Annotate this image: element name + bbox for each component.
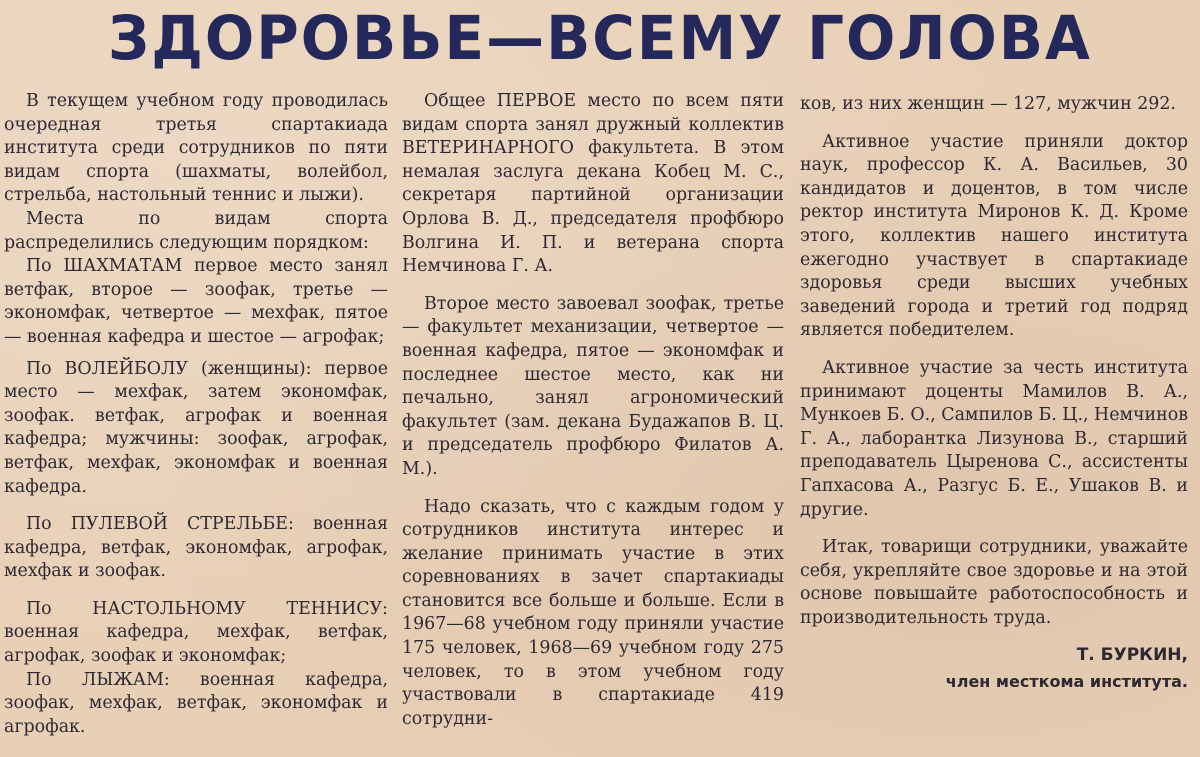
paragraph: По ПУЛЕВОЙ СТРЕЛЬБЕ: военная кафедра, ветфак, экономфак, агрофак, мехфак и зоофак. <box>4 514 388 582</box>
paragraph: Места по видам спорта распределились следующим порядком: <box>4 208 388 253</box>
article-column-3 <box>800 93 1188 694</box>
author-signature: Т. БУРКИН, <box>1076 645 1188 666</box>
paragraph: Общее ПЕРВОЕ место по всем пяти видам спорта занял дружный коллектив ВЕТЕРИНАРНОГО факультета. В этом немалая заслуга декана Кобец М. С., секретаря партийной организации Орлова В. Д., председателя профбюро Волгина И. П. и ветерана спорта Немчинова Г. А. <box>402 91 784 277</box>
author-title: член месткома института. <box>945 672 1188 692</box>
paragraph: В текущем учебном году проводилась очередная третья спартакиада института среди сотрудников по пяти видам спорта (шахматы, волейбол, стрельба, настольный теннис и лыжи). <box>4 91 388 206</box>
paragraph: По ЛЫЖАМ: военная кафедра, зоофак, мехфак, ветфак, экономфак и агрофак. <box>4 669 388 737</box>
paragraph: Второе место завоевал зоофак, третье — факультет механизации, четвертое — военная кафедра, пятое — экономфак и последнее шестое место, как ни печально, занял агрономический факультет (зам. декана Будажапов В. Ц. и председатель профбюро Филатов А. М.). <box>402 293 784 479</box>
article-column-2 <box>402 90 784 731</box>
paragraph: По ШАХМАТАМ первое место занял ветфак, второе — зоофак, третье — экономфак, четвертое — мехфак, пятое — военная кафедра и шестое — агрофак; <box>4 256 388 347</box>
paragraph: По НАСТОЛЬНОМУ ТЕННИСУ: военная кафедра, мехфак, ветфак, агрофак, зоофак и экономфак; <box>4 598 388 667</box>
article-column-1 <box>4 90 388 739</box>
paragraph: Активное участие приняли доктор наук, профессор К. А. Васильев, 30 кандидатов и доцентов, в том числе ректор института Миронов К. Д. Кроме этого, коллектив нашего института ежегодно участвует в спартакиаде здоровья среди высших учебных заведений города и третий год подряд является победителем. <box>800 131 1188 341</box>
paragraph: ков, из них женщин — 127, мужчин 292. <box>800 94 1176 114</box>
article-headline: ЗДОРОВЬЕ—ВСЕМУ ГОЛОВА <box>108 2 1092 74</box>
paragraph: По ВОЛЕЙБОЛУ (женщины): первое место — мехфак, затем экономфак, зоофак. ветфак, агрофак и военная кафедра; мужчины: зоофак, агрофак, ветфак, мехфак, экономфак и военная кафедра. <box>4 358 388 497</box>
paragraph: Итак, товарищи сотрудники, уважайте себя, укрепляйте свое здоровье и на этой основе повышайте работоспособность и производительность труда. <box>800 537 1188 628</box>
paragraph: Активное участие за честь института принимают доценты Мамилов В. А., Мункоев Б. О., Сампилов Б. Ц., Немчинов Г. А., лаборантка Лизунова В., старший преподаватель Цыренова С., ассистенты Гапхасова А., Разгус Б. Е., Ушаков В. и другие. <box>800 357 1188 520</box>
paragraph: Надо сказать, что с каждым годом у сотрудников института интерес и желание принимать участие в этих соревнованиях в зачет спартакиады становится все больше и больше. Если в 1967—68 учебном году приняли участие 175 человек, 1968—69 учебном году 275 человек, то в этом учебном году участвовали в спартакиаде 419 сотрудни- <box>402 496 784 729</box>
